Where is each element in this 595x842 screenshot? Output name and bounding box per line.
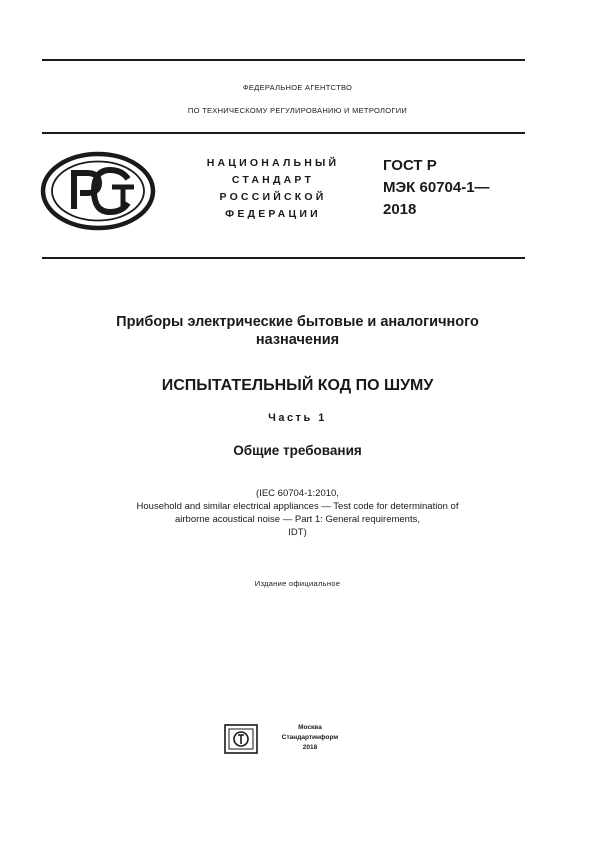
agency-line-1: ФЕДЕРАЛЬНОЕ АГЕНТСТВО	[242, 83, 353, 92]
edition-label: Издание официальное	[254, 579, 341, 588]
standard-designation	[383, 155, 490, 221]
publisher-year: 2018	[302, 744, 318, 751]
standard-type-line-3: РОССИЙСКОЙ	[219, 191, 327, 203]
pct-certification-logo-icon	[40, 151, 156, 231]
standard-type-line-1: НАЦИОНАЛЬНЫЙ	[206, 157, 340, 169]
designation-line-3: 2018	[383, 201, 417, 218]
top-rule	[42, 59, 525, 61]
iec-line-3: airborne acoustical noise — Part 1: General requirements,	[174, 514, 420, 525]
iec-line-4: IDT)	[288, 527, 307, 538]
header-rule-upper	[42, 132, 525, 134]
designation-line-1: ГОСТ Р	[383, 157, 437, 174]
standartinform-logo-icon	[224, 724, 258, 754]
publisher-city: Москва	[298, 724, 322, 731]
standard-type-line-2: СТАНДАРТ	[231, 174, 315, 186]
iec-line-2: Household and similar electrical appliances — Test code for determination of	[136, 501, 459, 512]
header-rule-lower	[42, 257, 525, 259]
agency-line-2: ПО ТЕХНИЧЕСКОМУ РЕГУЛИРОВАНИЮ И МЕТРОЛОГИИ	[187, 106, 408, 115]
part-label: Часть 1	[268, 412, 327, 424]
title-line-1: Приборы электрические бытовые и аналогичного	[116, 314, 479, 330]
subtitle: Общие требования	[233, 443, 362, 458]
publisher-imprint	[270, 723, 350, 753]
iec-reference	[0, 487, 595, 539]
main-title: ИСПЫТАТЕЛЬНЫЙ КОД ПО ШУМУ	[161, 377, 434, 394]
standard-type-line-4: ФЕДЕРАЦИИ	[225, 208, 321, 220]
standard-type	[178, 155, 368, 223]
iec-line-1: (IEC 60704-1:2010,	[256, 488, 339, 499]
designation-line-2: МЭК 60704-1—	[383, 179, 490, 196]
publisher-name: Стандартинформ	[281, 734, 339, 741]
title-line-2: назначения	[255, 332, 340, 348]
